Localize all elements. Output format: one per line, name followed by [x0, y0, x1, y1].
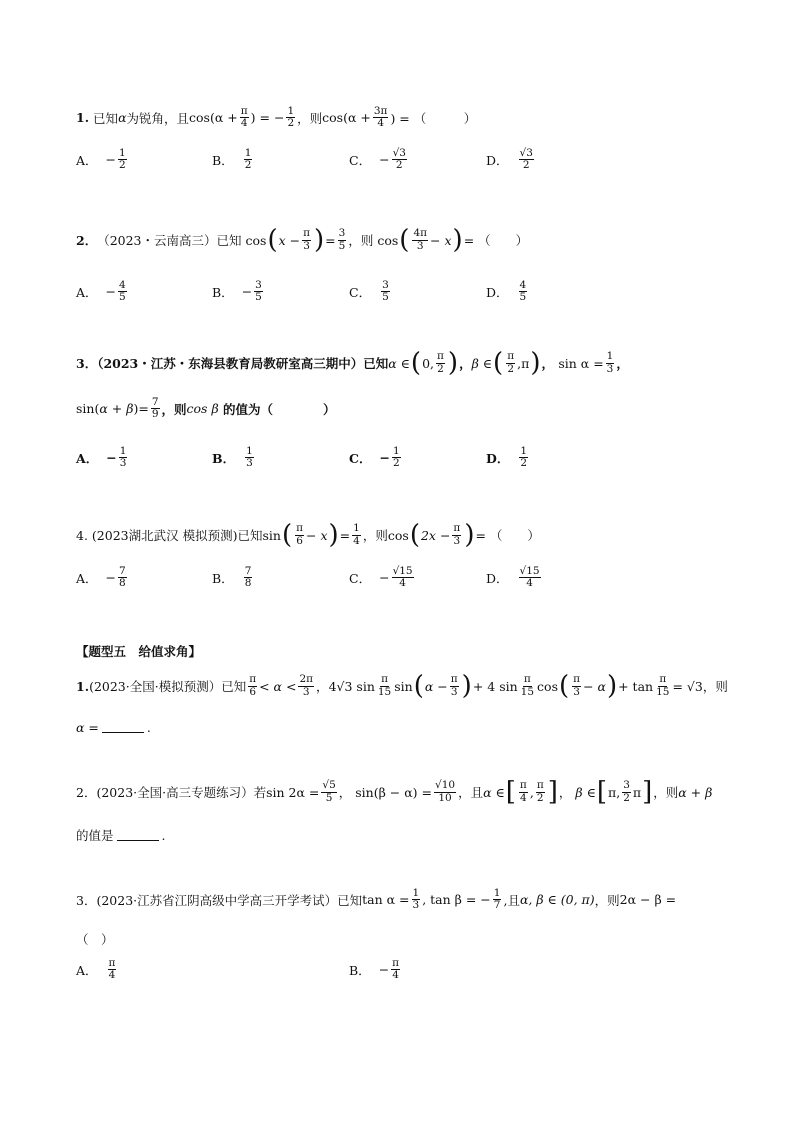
s3-frac — [412, 888, 421, 911]
s1-frac — [377, 674, 392, 697]
s2-math: α + β — [678, 784, 713, 800]
frac-den: 5 — [325, 791, 333, 804]
frac-num: π — [519, 779, 527, 792]
right-paren: ) — [328, 520, 339, 550]
option-label: B． — [212, 284, 234, 300]
frac-num: √3 — [392, 147, 406, 159]
s1-text: (2023·全国·模拟预测）已知 — [89, 679, 247, 694]
q1-frac — [373, 106, 389, 129]
s1-frac — [450, 674, 459, 697]
left-paren: ( — [281, 520, 293, 550]
q2-math: cos — [377, 232, 399, 248]
s3-stem-line1 — [76, 888, 676, 911]
option-frac — [244, 566, 253, 589]
frac-num: π — [392, 957, 400, 969]
q4-math: cos — [387, 527, 409, 543]
s3-stem-line2 — [76, 930, 114, 948]
option-label: B． — [212, 152, 234, 168]
frac-num: 1 — [412, 887, 420, 899]
q3-option-a[interactable] — [76, 446, 129, 469]
q3-frac — [506, 351, 515, 374]
q1-option-a[interactable] — [76, 148, 129, 171]
q1-math: cos(α + — [189, 110, 238, 126]
frac-den: 4 — [108, 969, 116, 982]
frac-den: 5 — [382, 291, 389, 304]
q4-stem — [76, 522, 540, 548]
s3-math: tan α = — [362, 892, 410, 908]
s2-math: sin 2α = — [266, 784, 320, 800]
q3-math: α + β — [99, 401, 134, 417]
frac-num: 1 — [520, 445, 528, 457]
frac-den: 2 — [536, 791, 544, 804]
frac-den: 3 — [303, 239, 310, 252]
q3-math: sin α = — [558, 355, 604, 371]
q2-math: = — [325, 232, 336, 248]
frac-num: 1 — [244, 147, 252, 159]
frac-num: 4 — [519, 279, 527, 291]
q1-option-d[interactable] — [486, 148, 536, 171]
option-sign: − — [105, 284, 117, 300]
s1-frac — [248, 674, 257, 697]
left-paren: ( — [267, 225, 278, 255]
q1-option-c[interactable] — [349, 148, 409, 171]
option-frac — [519, 446, 528, 469]
frac-den: 2 — [522, 159, 530, 172]
left-paren: ( — [409, 520, 420, 550]
s2-math: sin(β − α) = — [355, 784, 433, 800]
s1-math: cos — [537, 678, 558, 694]
q3-frac — [606, 351, 615, 374]
frac-num: 1 — [287, 105, 295, 117]
q3-option-b[interactable] — [212, 446, 256, 469]
frac-num: π — [450, 673, 458, 686]
frac-den: 2 — [392, 457, 400, 470]
s2-text: ，且 — [458, 785, 484, 800]
q2-option-c[interactable] — [349, 280, 392, 303]
frac-den: 4 — [520, 791, 527, 804]
frac-num: 1 — [119, 147, 126, 159]
frac-den: 6 — [249, 685, 256, 698]
frac-den: 5 — [338, 239, 346, 252]
frac-num: 1 — [353, 522, 360, 535]
q4-option-c[interactable] — [349, 566, 416, 589]
left-paren: ( — [410, 348, 422, 378]
frac-den: 2 — [287, 117, 295, 130]
frac-den: 9 — [151, 408, 159, 421]
q2-math: cos — [245, 232, 267, 248]
frac-num: π — [536, 779, 544, 792]
s2-math: , — [529, 784, 534, 800]
frac-num: 1 — [392, 445, 400, 457]
q3-math: α ∈ — [388, 355, 410, 371]
q4-option-a[interactable] — [76, 566, 129, 589]
q1-stem — [76, 106, 476, 129]
s3-math: 2α − β = — [619, 892, 677, 908]
s3-option-a[interactable] — [76, 958, 118, 981]
frac-num: 1 — [246, 445, 253, 457]
s2-stem-line2 — [76, 826, 166, 844]
frac-num: √15 — [519, 565, 540, 577]
q3-stem-line2 — [76, 397, 336, 420]
frac-num: 1 — [493, 887, 501, 899]
q3-math: sin — [76, 401, 95, 417]
option-frac — [245, 446, 254, 469]
q1-text: 为锐角，且 — [126, 110, 190, 126]
option-frac — [519, 566, 541, 589]
q3-frac — [436, 351, 445, 374]
s1-frac — [520, 674, 535, 697]
frac-num: √5 — [322, 779, 336, 792]
frac-num: √3 — [519, 147, 533, 159]
q4-option-b[interactable] — [212, 566, 254, 589]
s1-frac — [572, 674, 581, 697]
frac-num: π — [453, 522, 461, 535]
option-label: A． — [76, 570, 98, 586]
option-frac — [392, 446, 401, 469]
option-label: A． — [76, 450, 99, 466]
frac-num: π — [108, 957, 116, 969]
option-sign: − — [241, 284, 253, 300]
option-frac — [392, 566, 414, 589]
s2-math: α ∈ — [483, 784, 505, 800]
q4-answer-paren: = （ ） — [475, 528, 540, 543]
q3-stem-line1 — [76, 350, 629, 376]
answer-blank[interactable] — [102, 722, 144, 733]
q3-text: ， — [616, 356, 629, 371]
s1-math: − α — [583, 678, 606, 694]
frac-den: 4 — [392, 969, 399, 982]
s2-math: β ∈ — [575, 784, 596, 800]
option-label: C． — [349, 284, 372, 300]
frac-num: 7 — [244, 565, 252, 577]
s1-math: α − — [424, 678, 448, 694]
s3-text: ，则 — [594, 892, 620, 908]
frac-den: 4 — [526, 577, 533, 590]
frac-den: 8 — [119, 577, 126, 590]
q4-option-d[interactable] — [486, 566, 543, 589]
option-frac — [519, 148, 534, 171]
q3-frac — [151, 397, 160, 420]
s1-stem-line2 — [76, 720, 151, 735]
s2-frac — [519, 780, 528, 803]
s2-frac — [536, 780, 545, 803]
frac-den: 8 — [244, 577, 252, 590]
q4-frac — [452, 523, 461, 546]
option-frac — [391, 958, 400, 981]
q1-number: 1. — [76, 110, 90, 126]
q4-source: (2023湖北武汉 模拟预测) — [91, 528, 238, 543]
option-label: B． — [349, 962, 371, 978]
frac-den: 7 — [493, 899, 501, 912]
q2-text: （2023・云南高三）已知 — [97, 233, 242, 248]
frac-num: 4 — [119, 279, 126, 291]
q1-math: cos(α + — [322, 110, 371, 126]
s1-math: + tan — [618, 678, 654, 694]
frac-num: π — [573, 673, 581, 686]
q4-math: 2x − — [420, 527, 451, 543]
option-label: C． — [349, 152, 372, 168]
s2-frac — [622, 780, 631, 803]
s2-frac — [321, 780, 336, 803]
s1-math: 4√3 sin — [328, 678, 375, 694]
q2-stem — [76, 227, 528, 253]
s1-text: ，则 — [702, 679, 728, 694]
s1-math: α = — [76, 720, 99, 735]
frac-num: 1 — [119, 445, 127, 457]
option-sign: − — [379, 152, 390, 168]
frac-den: 2 — [244, 159, 252, 172]
frac-den: 3 — [302, 685, 310, 698]
right-paren: ) — [530, 348, 541, 378]
answer-blank[interactable] — [117, 830, 159, 841]
s2-text: ， — [558, 785, 572, 800]
option-sign: − — [379, 570, 390, 586]
frac-den: 2 — [437, 362, 444, 375]
option-frac — [118, 148, 127, 171]
q4-math: sin — [262, 527, 281, 543]
option-frac — [108, 958, 117, 981]
q1-math: ) = − — [250, 110, 285, 126]
option-frac — [381, 280, 390, 303]
frac-num: 1 — [606, 350, 614, 363]
q2-answer-paren: = （ ） — [463, 233, 529, 248]
s2-frac — [434, 780, 456, 803]
s2-text: 的值是 — [76, 828, 114, 843]
frac-num: π — [249, 673, 257, 686]
right-paren: ) — [314, 225, 325, 255]
frac-num: 4π — [413, 227, 428, 240]
option-sign: − — [106, 450, 117, 466]
option-sign: − — [379, 450, 390, 466]
q1-text: 已知 — [93, 110, 119, 126]
q3-math: = — [138, 401, 149, 417]
frac-den: 10 — [438, 791, 452, 804]
q2-option-d[interactable] — [486, 280, 529, 303]
frac-num: π — [303, 227, 311, 240]
q4-math: = — [339, 527, 351, 543]
frac-den: 4 — [377, 117, 384, 130]
q3-answer-paren: 的值为（ ） — [223, 401, 336, 417]
q2-math: − x — [430, 232, 452, 248]
s2-text: ， — [338, 785, 352, 800]
s3-text: 3．(2023·江苏省江阴高级中学高三开学考试）已知 — [76, 892, 363, 908]
frac-num: 3 — [623, 779, 630, 792]
option-label: C． — [349, 570, 372, 586]
s1-math: < α < — [259, 678, 297, 694]
left-paren: ( — [94, 401, 100, 417]
frac-den: 4 — [240, 117, 248, 130]
q3-math: 0, — [422, 355, 435, 371]
q2-frac — [338, 228, 347, 251]
q4-number: 4. — [76, 527, 88, 543]
frac-den: 15 — [377, 685, 392, 698]
frac-num: π — [507, 350, 515, 363]
left-bracket: [ — [505, 777, 516, 807]
q3-text: ， — [541, 356, 554, 371]
right-paren: ) — [133, 401, 139, 417]
frac-num: π — [437, 350, 444, 363]
s3-math: , tan β = − — [422, 892, 491, 908]
frac-num: 2π — [299, 673, 314, 686]
frac-den: 2 — [520, 457, 528, 470]
option-label: B． — [212, 450, 236, 466]
q3-text: ， — [459, 356, 472, 371]
option-label: B． — [212, 570, 234, 586]
left-paren: ( — [413, 671, 424, 701]
frac-den: 3 — [416, 239, 424, 252]
option-sign: − — [105, 152, 117, 168]
q3-text: ，则 — [161, 401, 187, 417]
left-paren: ( — [399, 225, 410, 255]
frac-num: 7 — [151, 396, 159, 408]
option-frac — [119, 446, 128, 469]
frac-den: 4 — [399, 577, 406, 590]
option-label: D． — [486, 284, 509, 300]
frac-num: 3 — [338, 227, 346, 240]
option-frac — [118, 566, 127, 589]
frac-den: 3 — [606, 362, 614, 375]
q4-frac — [352, 523, 361, 546]
frac-den: 3 — [412, 899, 420, 912]
q1-alpha: α — [118, 110, 127, 126]
q3-option-c[interactable] — [349, 446, 403, 469]
option-sign: − — [378, 962, 390, 978]
frac-den: 4 — [353, 534, 360, 547]
frac-num: 7 — [119, 565, 126, 577]
q3-math: β ∈ — [471, 355, 493, 371]
q4-text: 已知 — [237, 528, 263, 543]
q2-option-a[interactable] — [76, 280, 129, 303]
option-label: A． — [76, 152, 98, 168]
q2-math: x − — [278, 232, 301, 248]
frac-num: π — [240, 105, 248, 117]
s3-option-b[interactable] — [349, 958, 402, 981]
q1-text: ，则 — [297, 110, 323, 126]
s1-text: ， — [316, 679, 329, 694]
q3-math: ,π — [517, 355, 530, 371]
q4-math: − x — [306, 527, 328, 543]
frac-den: 2 — [395, 159, 403, 172]
q3-math: cos β — [186, 401, 219, 417]
s1-text: . — [146, 720, 151, 735]
s3-math: α, β ∈ (0, π) — [519, 892, 595, 908]
s1-math: + 4 sin — [472, 678, 518, 694]
frac-num: 3 — [255, 279, 262, 291]
q1-answer-paren: ) = （ ） — [390, 110, 477, 126]
s3-frac — [493, 888, 502, 911]
right-bracket: ] — [642, 777, 653, 807]
s2-text: . — [161, 827, 166, 843]
frac-den: 5 — [519, 291, 527, 304]
frac-den: 15 — [520, 685, 535, 698]
frac-den: 2 — [507, 362, 514, 375]
q1-frac — [240, 106, 249, 129]
q2-text: ，则 — [348, 233, 374, 248]
option-frac — [519, 280, 528, 303]
frac-den: 6 — [296, 534, 303, 547]
option-label: C． — [349, 450, 372, 466]
frac-num: 3 — [382, 279, 389, 291]
option-frac — [254, 280, 263, 303]
frac-den: 3 — [453, 534, 461, 547]
option-label: D． — [486, 450, 510, 466]
option-frac — [244, 148, 253, 171]
right-paren: ) — [452, 225, 463, 255]
q2-option-b[interactable] — [212, 280, 265, 303]
frac-den: 3 — [573, 685, 580, 698]
section-heading: 【题型五 给值求角】 — [76, 644, 202, 659]
s1-frac — [298, 674, 314, 697]
q4-text: ，则 — [362, 528, 388, 543]
frac-den: 15 — [656, 685, 670, 698]
frac-den: 5 — [255, 291, 262, 304]
frac-den: 3 — [246, 457, 253, 470]
option-label: A． — [76, 284, 98, 300]
q3-text: 3．（2023・江苏・东海县教育局教研室高三期中）已知 — [76, 356, 389, 371]
right-bracket: ] — [547, 777, 558, 807]
s2-text: ，则 — [653, 785, 679, 800]
s1-math: sin — [394, 678, 413, 694]
right-paren: ) — [606, 671, 618, 701]
s3-answer-paren: （ ） — [76, 932, 114, 947]
option-label: D． — [486, 570, 509, 586]
frac-den: 3 — [119, 457, 127, 470]
s1-number: 1. — [76, 678, 90, 694]
q1-frac — [286, 106, 295, 129]
s1-math: = √3 — [672, 678, 703, 694]
left-paren: ( — [493, 348, 504, 378]
q2-frac — [412, 228, 428, 251]
frac-num: √15 — [392, 565, 413, 577]
left-paren: ( — [559, 671, 570, 701]
s2-stem-line1 — [76, 779, 712, 805]
right-paren: ) — [447, 348, 459, 378]
option-label: A． — [76, 962, 98, 978]
frac-num: π — [296, 522, 304, 535]
option-frac — [118, 280, 127, 303]
frac-den: 2 — [119, 159, 126, 172]
frac-num: √10 — [435, 779, 456, 792]
s2-math: π — [632, 784, 642, 800]
frac-num: π — [523, 673, 531, 686]
frac-den: 3 — [450, 685, 458, 698]
right-paren: ) — [464, 520, 475, 550]
option-frac — [392, 148, 407, 171]
q1-option-b[interactable] — [212, 148, 254, 171]
s3-text: ,且 — [503, 892, 520, 908]
option-label: D． — [486, 152, 509, 168]
frac-num: 3π — [373, 105, 388, 117]
q3-option-d[interactable] — [486, 446, 530, 469]
q2-frac — [302, 228, 311, 251]
frac-den: 2 — [623, 791, 630, 804]
right-paren: ) — [461, 671, 472, 701]
frac-num: π — [659, 673, 667, 686]
s2-text: 2．(2023·全国·高三专题练习）若 — [76, 785, 267, 800]
q2-number: 2． — [76, 233, 98, 248]
s1-frac — [655, 674, 670, 697]
frac-num: π — [381, 673, 389, 686]
q4-frac — [295, 523, 304, 546]
s2-math: π, — [607, 784, 621, 800]
left-bracket: [ — [596, 777, 607, 807]
option-sign: − — [105, 570, 117, 586]
frac-den: 5 — [119, 291, 126, 304]
s1-stem-line1 — [76, 673, 728, 699]
